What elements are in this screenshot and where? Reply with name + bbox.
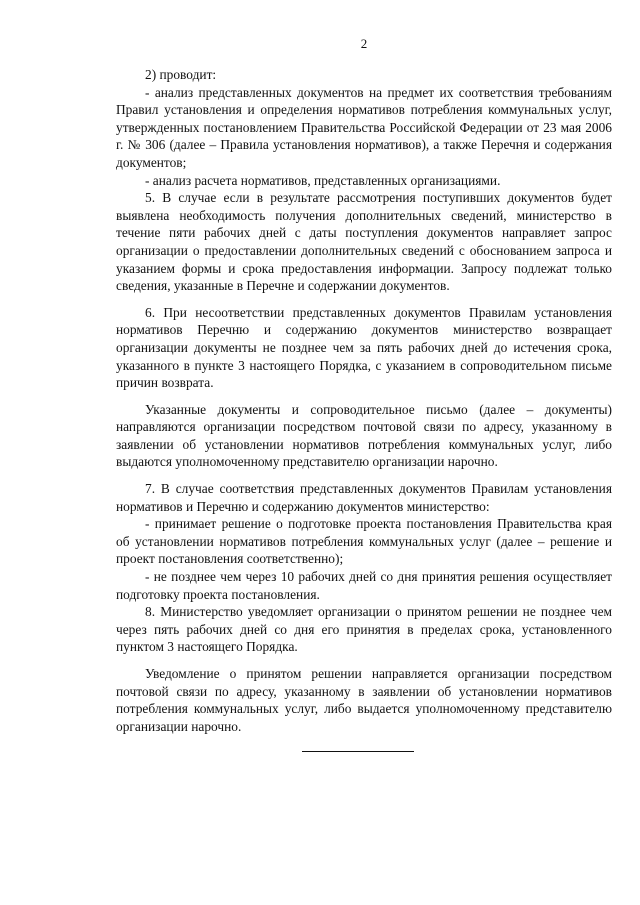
paragraph-notification: Уведомление о принятом решении направляется организации посредством почтовой связи по адресу, указанному в заявлении об установлении нормативов потребления коммунальных услуг, либо выдается уполномоченному представителю организации нарочно. [116,666,612,734]
paragraph-item-8: 8. Министерство уведомляет организации о принятом решении не позднее чем через пять рабочих дней со дня его принятия в пределах срока, установленного пунктом 3 настоящего Порядка. [116,604,612,655]
document-page [116,36,612,735]
page-number: 2 [360,36,368,51]
paragraph-decision: - принимает решение о подготовке проекта постановления Правительства края об установлении нормативов потребления коммунальных услуг (далее – решение и проект постановления соответственно); [116,516,612,567]
paragraph-item-6: 6. При несоответствии представленных документов Правилам установления нормативов Перечню и содержанию документов министерство возвращает организации документы не позднее чем за пять рабочих дней до истечения срока, указанного в пункте 3 настоящего Порядка, с указанием в сопроводительном письме причин возврата. [116,304,612,391]
paragraph-preparation: - не позднее чем через 10 рабочих дней со дня принятия решения осуществляет подготовку проекта постановления. [116,569,612,602]
paragraph-returned-documents: Указанные документы и сопроводительное письмо (далее – документы) направляются организации посредством почтовой связи по адресу, указанному в заявлении об установлении нормативов потребления коммунальных услуг, либо выдаются уполномоченному представителю организации нарочно. [116,401,612,470]
paragraph-item-5: 5. В случае если в результате рассмотрения поступивших документов будет выявлена необходимость получения дополнительных сведений, министерство в течение пяти рабочих дней с даты поступления документов направляет запрос организации о предоставлении дополнительных сведений с обоснованием запроса и указанием формы и срока предоставления информации. Запросу подлежат только сведения, указанные в Перечне и содержании документов. [116,190,612,294]
paragraph-item-7: 7. В случае соответствия представленных документов Правилам установления нормативов и Перечню и содержанию документов министерство: [116,481,612,514]
paragraph-analysis-calculation: - анализ расчета нормативов, представленных организациями. [145,172,501,188]
end-divider-line [302,751,414,752]
paragraph-conducts-intro: 2) проводит: [145,67,217,82]
paragraph-analysis-documents: - анализ представленных документов на предмет их соответствия требованиям Правил установления и определения нормативов потребления коммунальных услуг, утвержденных постановлением Правительства Российской Федерации от 23 мая 2006 г. № 306 (далее – Правила установления нормативов), а также Перечня и содержания документов; [116,84,612,170]
